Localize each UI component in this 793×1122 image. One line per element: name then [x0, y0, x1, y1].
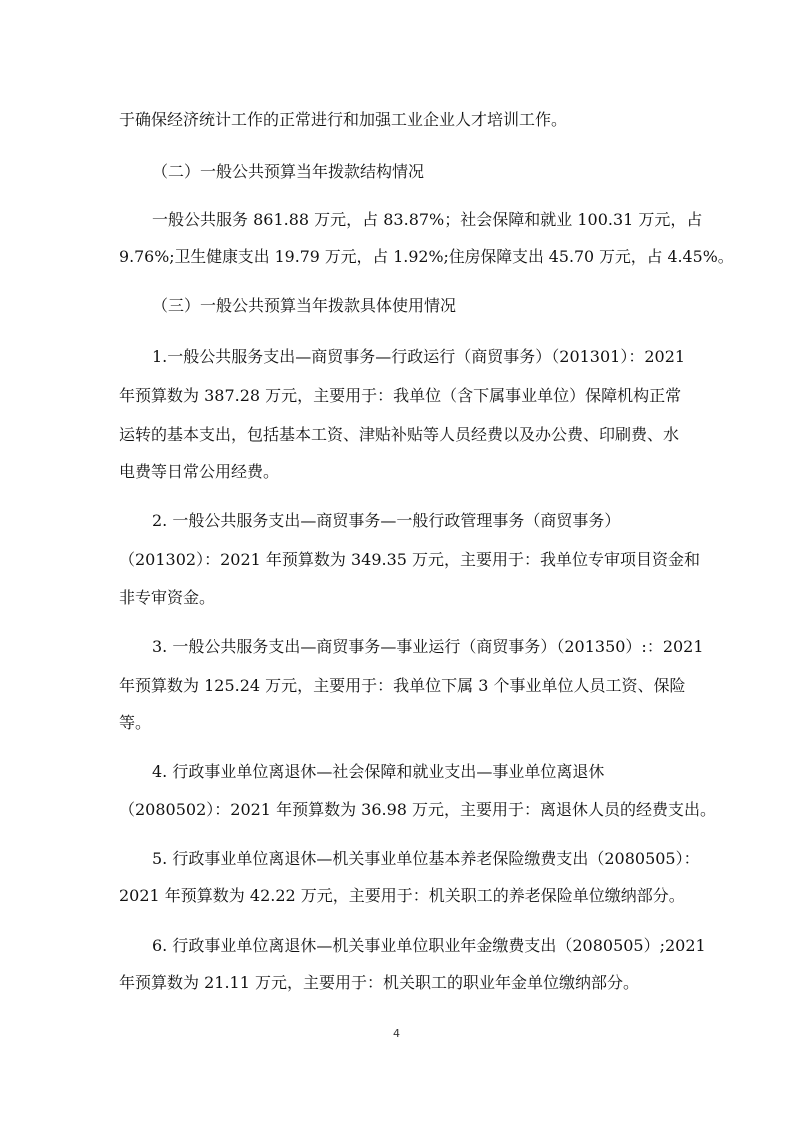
- text-line: 年预算数为 387.28 万元，主要用于：我单位（含下属事业单位）保障机构正常: [119, 386, 682, 405]
- text-line: 电费等日常公用经费。: [119, 462, 280, 481]
- section-heading: （二）一般公共预算当年拨款结构情况: [152, 162, 425, 181]
- text-line: 于确保经济统计工作的正常进行和加强工业企业人才培训工作。: [119, 110, 568, 129]
- text-line: （201302）：2021 年预算数为 349.35 万元，主要用于：我单位专审项目资金和: [119, 550, 701, 569]
- text-line: 1.一般公共服务支出—商贸事务—行政运行（商贸事务）（201301）：2021: [152, 347, 686, 366]
- text-line: 运转的基本支出，包括基本工资、津贴补贴等人员经费以及办公费、印刷费、水: [119, 425, 680, 444]
- text-line: 一般公共服务 861.88 万元，占 83.87%；社会保障和就业 100.31 万元，占: [152, 210, 703, 229]
- text-line: 2021 年预算数为 42.22 万元，主要用于：机关职工的养老保险单位缴纳部分。: [119, 886, 685, 905]
- text-line: 3. 一般公共服务支出—商贸事务—事业运行（商贸事务）（201350）:：2021: [152, 637, 704, 656]
- text-line: 4. 行政事业单位离退休—社会保障和就业支出—事业单位离退休: [152, 762, 605, 781]
- section-heading: （三）一般公共预算当年拨款具体使用情况: [152, 296, 457, 315]
- text-line: 6. 行政事业单位离退休—机关事业单位职业年金缴费支出（2080505）;2021: [152, 936, 706, 955]
- text-line: 非专审资金。: [119, 588, 216, 607]
- text-line: 5. 行政事业单位离退休—机关事业单位基本养老保险缴费支出（2080505）：: [152, 849, 700, 868]
- page-number: 4: [393, 1027, 400, 1040]
- text-line: 等。: [119, 713, 152, 732]
- text-line: 年预算数为 21.11 万元，主要用于：机关职工的职业年金单位缴纳部分。: [119, 973, 639, 992]
- text-line: （2080502）：2021 年预算数为 36.98 万元，主要用于：离退休人员的经费支出。: [119, 800, 717, 819]
- text-line: 9.76%;卫生健康支出 19.79 万元，占 1.92%;住房保障支出 45.70 万元，占 4.45%。: [119, 247, 734, 266]
- text-line: 年预算数为 125.24 万元，主要用于：我单位下属 3 个事业单位人员工资、保险: [119, 676, 686, 695]
- text-line: 2. 一般公共服务支出—商贸事务—一般行政管理事务（商贸事务）: [152, 511, 621, 530]
